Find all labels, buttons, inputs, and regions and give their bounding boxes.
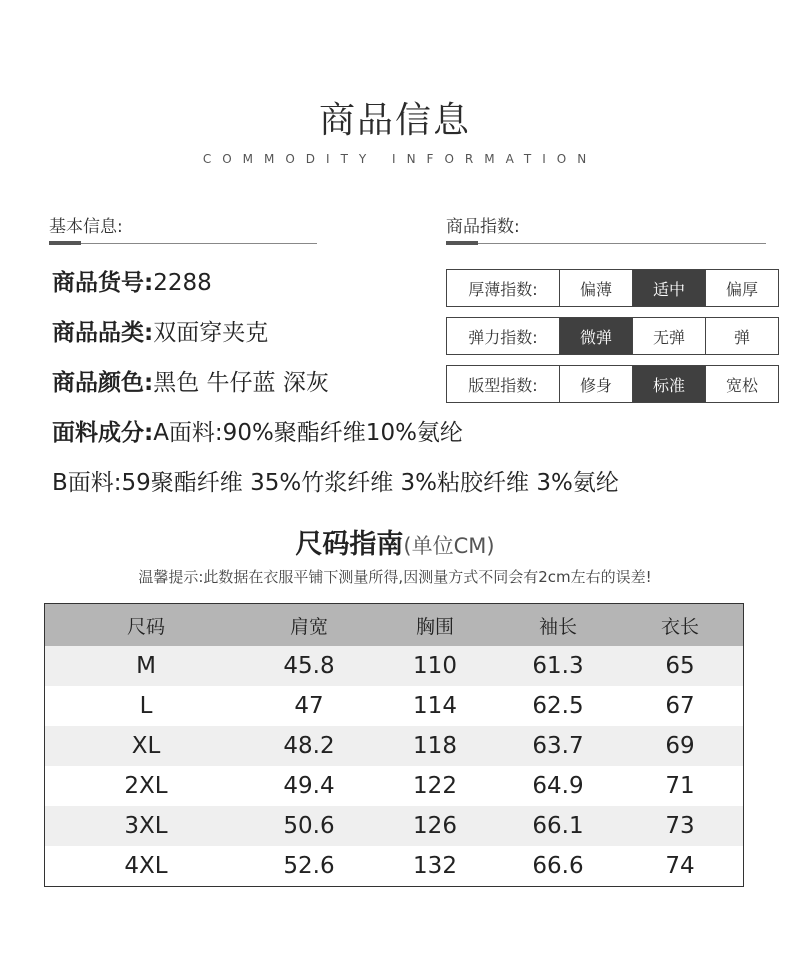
shoulder-cell: 47 (294, 693, 324, 719)
size-guide-heading: 尺码指南 (295, 529, 404, 560)
sleeve-cell: 61.3 (532, 653, 584, 679)
page-subtitle: COMMODITY INFORMATION (202, 152, 598, 166)
column-header-shoulder: 肩宽 (289, 615, 328, 638)
elasticity-index-table (446, 317, 779, 355)
shoulder-cell: 48.2 (283, 733, 335, 759)
column-header-size: 尺码 (126, 615, 165, 638)
length-cell: 71 (665, 773, 695, 799)
shoulder-cell: 45.8 (283, 653, 335, 679)
table-row (45, 646, 743, 686)
size-cell: L (139, 693, 153, 719)
shoulder-cell: 49.4 (283, 773, 335, 799)
table-row (45, 806, 743, 846)
length-cell: 67 (665, 693, 695, 719)
sleeve-cell: 63.7 (532, 733, 584, 759)
table-row (45, 686, 743, 726)
index-info-divider-mark (446, 241, 478, 245)
thickness-option-thin: 偏薄 (560, 270, 633, 307)
shoulder-cell: 50.6 (283, 813, 335, 839)
info-row-color (52, 364, 329, 397)
fit-option-slim: 修身 (560, 366, 633, 403)
elasticity-option-slight: 微弹 (560, 318, 633, 355)
shoulder-cell: 52.6 (283, 853, 335, 879)
info-value: 双面穿夹克 (153, 320, 269, 346)
thickness-index-label: 厚薄指数: (447, 270, 560, 307)
basic-info-heading: 基本信息: (49, 217, 123, 237)
thickness-option-medium: 适中 (633, 270, 706, 307)
sleeve-cell: 62.5 (532, 693, 584, 719)
size-table-header (45, 604, 743, 646)
info-key: 商品颜色: (52, 370, 154, 396)
fit-option-standard: 标准 (633, 366, 706, 403)
table-row (45, 726, 743, 766)
length-cell: 65 (665, 653, 695, 679)
thickness-index-table (446, 269, 779, 307)
chest-cell: 122 (413, 773, 457, 799)
size-table (44, 603, 744, 887)
fit-index-label: 版型指数: (447, 366, 560, 403)
index-info-divider (446, 243, 766, 244)
measurement-notice: 温馨提示:此数据在衣服平铺下测量所得,因测量方式不同会有2cm左右的误差! (138, 568, 652, 586)
size-cell: 4XL (124, 853, 168, 879)
basic-info-divider-mark (49, 241, 81, 245)
thickness-option-thick: 偏厚 (706, 270, 779, 307)
info-row-item-number (52, 264, 212, 297)
column-header-chest: 胸围 (415, 615, 454, 638)
fit-option-loose: 宽松 (706, 366, 779, 403)
size-cell: 2XL (124, 773, 168, 799)
chest-cell: 118 (413, 733, 457, 759)
info-key: 面料成分: (52, 420, 154, 446)
sleeve-cell: 66.1 (532, 813, 584, 839)
info-value: 2288 (153, 270, 212, 296)
elasticity-option-none: 无弹 (633, 318, 706, 355)
page-title: 商品信息 (318, 100, 471, 141)
elasticity-index-label: 弹力指数: (447, 318, 560, 355)
info-row-fabric-b: B面料:59聚酯纤维 35%竹浆纤维 3%粘胶纤维 3%氨纶 (52, 470, 619, 496)
chest-cell: 126 (413, 813, 457, 839)
fit-index-table (446, 365, 779, 403)
info-row-fabric (52, 414, 463, 447)
column-header-length: 衣长 (660, 615, 699, 638)
chest-cell: 114 (413, 693, 457, 719)
size-cell: 3XL (124, 813, 168, 839)
size-cell: XL (131, 733, 161, 759)
info-value: A面料:90%聚酯纤维10%氨纶 (153, 420, 463, 446)
info-key: 商品货号: (52, 270, 154, 296)
info-key: 商品品类: (52, 320, 154, 346)
size-guide-title (0, 522, 790, 561)
chest-cell: 110 (413, 653, 457, 679)
table-row (45, 846, 743, 886)
elasticity-option-stretch: 弹 (706, 318, 779, 355)
chest-cell: 132 (413, 853, 457, 879)
length-cell: 73 (665, 813, 695, 839)
table-row (45, 766, 743, 806)
index-info-heading: 商品指数: (446, 217, 520, 237)
info-value: 黑色 牛仔蓝 深灰 (153, 370, 329, 396)
length-cell: 69 (665, 733, 695, 759)
info-row-category (52, 314, 268, 347)
size-guide-unit: (单位CM) (403, 534, 495, 558)
sleeve-cell: 64.9 (532, 773, 584, 799)
sleeve-cell: 66.6 (532, 853, 584, 879)
basic-info-divider (49, 243, 317, 244)
size-cell: M (136, 653, 156, 679)
length-cell: 74 (665, 853, 695, 879)
column-header-sleeve: 袖长 (538, 615, 577, 638)
